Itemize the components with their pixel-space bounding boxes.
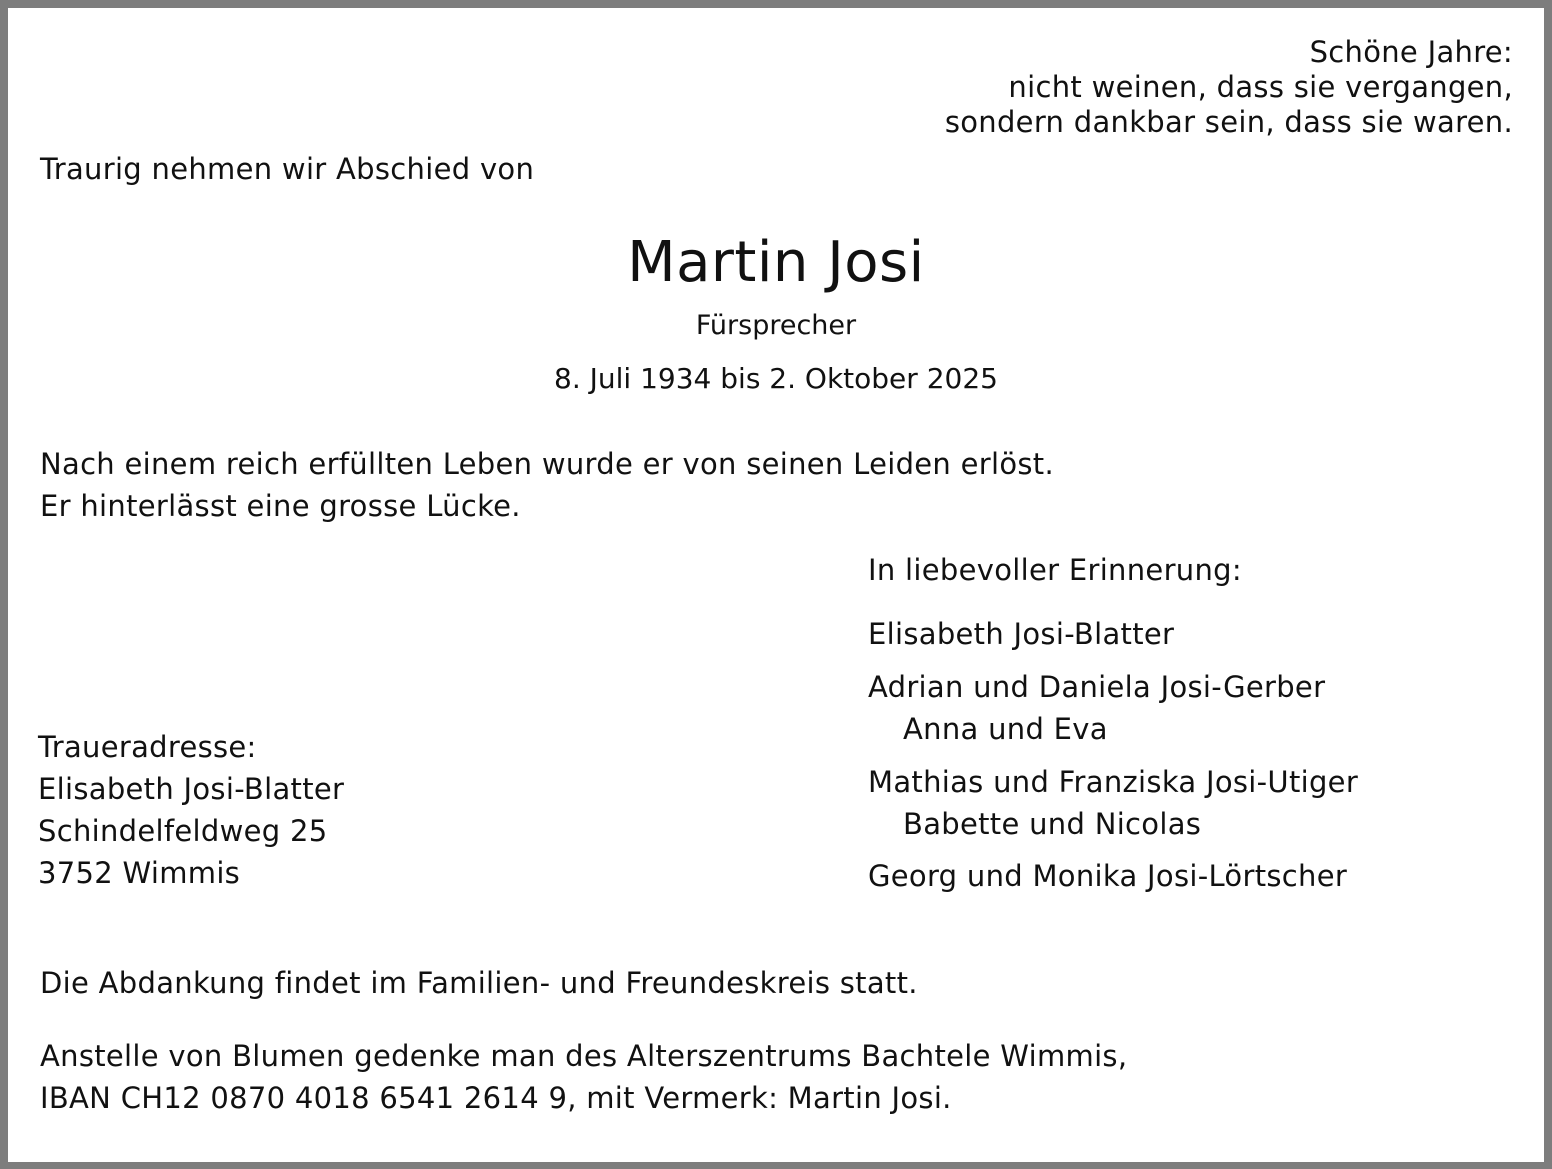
address-city: 3752 Wimmis <box>38 856 241 890</box>
message-line: Nach einem reich erfüllten Leben wurde er von seinen Leiden erlöst. <box>40 447 1054 481</box>
address-name: Elisabeth Josi-Blatter <box>38 772 345 806</box>
motto-quote <box>945 35 1513 140</box>
remembrance-heading: In liebevoller Erinnerung: <box>868 553 1242 587</box>
mourner-children: Anna und Eva <box>903 712 1108 746</box>
ceremony-text: Die Abdankung findet im Familien- und Freundeskreis statt. <box>40 966 918 1000</box>
motto-line: Schöne Jahre: <box>1309 35 1513 69</box>
intro-text: Traurig nehmen wir Abschied von <box>40 152 535 186</box>
message-line: Er hinterlässt eine grosse Lücke. <box>40 489 521 523</box>
mourner-name: Mathias und Franziska Josi-Utiger <box>868 765 1359 799</box>
address-street: Schindelfeldweg 25 <box>38 814 328 848</box>
address-label: Traueradresse: <box>38 730 257 764</box>
motto-line: sondern dankbar sein, dass sie waren. <box>944 105 1513 139</box>
deceased-name: Martin Josi <box>627 230 925 295</box>
motto-line: nicht weinen, dass sie vergangen, <box>1008 70 1513 104</box>
mourner-name: Adrian und Daniela Josi-Gerber <box>868 670 1326 704</box>
mourner-name: Georg und Monika Josi-Lörtscher <box>868 859 1348 893</box>
deceased-title: Fürsprecher <box>695 310 857 341</box>
donation-line: Anstelle von Blumen gedenke man des Alterszentrums Bachtele Wimmis, <box>40 1039 1128 1073</box>
deceased-dates: 8. Juli 1934 bis 2. Oktober 2025 <box>554 362 998 395</box>
mourner-name: Elisabeth Josi-Blatter <box>868 617 1175 651</box>
donation-line: IBAN CH12 0870 4018 6541 2614 9, mit Vermerk: Martin Josi. <box>40 1081 952 1115</box>
mourner-children: Babette und Nicolas <box>903 807 1202 841</box>
